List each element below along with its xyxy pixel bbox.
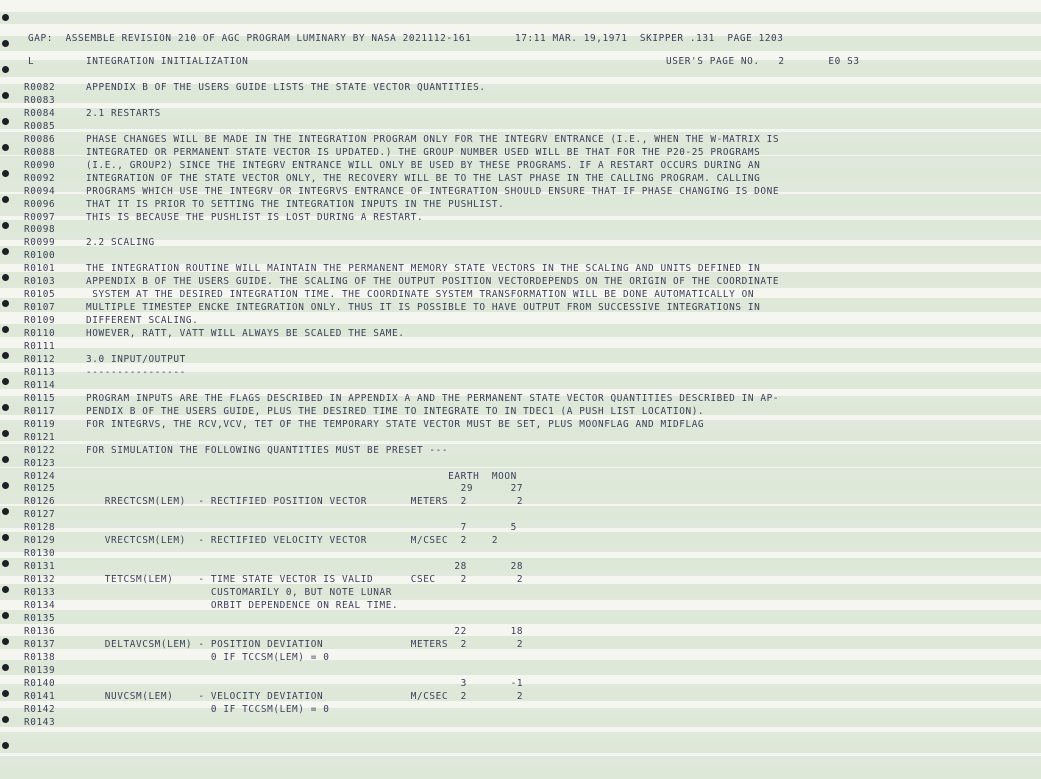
line-id: R0082 — [24, 82, 56, 93]
line-text: PHASE CHANGES WILL BE MADE IN THE INTEGRATION PROGRAM ONLY FOR THE INTEGRV ENTRANCE (I.E., WHEN THE W-MATRIX IS — [86, 133, 780, 145]
line-id: R0125 — [24, 483, 56, 495]
greenbar-band — [0, 740, 1041, 753]
line-text: THE INTEGRATION ROUTINE WILL MAINTAIN THE PERMANENT MEMORY STATE VECTORS IN THE SCALING AND UNITS DEFINED IN — [86, 263, 761, 275]
line-text: 0 IF TCCSM(LEM) = 0 — [86, 651, 330, 663]
line-text: VRECTCSM(LEM) - RECTIFIED VELOCITY VECTOR M/CSEC 2 2 — [86, 535, 499, 547]
line-text: 7 5 — [86, 522, 517, 534]
line-text: 29 27 — [86, 483, 524, 495]
feed-hole — [2, 40, 9, 47]
line-id: R0134 — [24, 600, 56, 611]
line-id: R0092 — [24, 172, 56, 184]
line-id: R0110 — [24, 328, 56, 340]
feed-hole — [2, 404, 9, 411]
line-id: R0119 — [24, 418, 56, 430]
line-id: R0128 — [24, 522, 56, 534]
feed-hole — [2, 534, 9, 541]
feed-hole — [2, 482, 9, 489]
line-text: THAT IT IS PRIOR TO SETTING THE INTEGRATION INPUTS IN THE PUSHLIST. — [86, 198, 505, 210]
line-id: R0113 — [24, 366, 56, 378]
line-id: R0085 — [24, 120, 56, 132]
line-text: PROGRAMS WHICH USE THE INTEGRV OR INTEGRVS ENTRANCE OF INTEGRATION SHOULD ENSURE THAT IF PHASE CHANGING IS DONE — [86, 185, 780, 197]
line-id: R0097 — [24, 211, 56, 223]
feed-hole — [2, 638, 9, 645]
line-id: R0131 — [24, 561, 56, 573]
feed-hole — [2, 92, 9, 99]
line-id: R0126 — [24, 496, 56, 508]
line-text: 2.1 RESTARTS — [86, 107, 161, 119]
section-code: L — [28, 56, 35, 67]
line-id: R0130 — [24, 548, 56, 560]
line-text: HOWEVER, RATT, VATT WILL ALWAYS BE SCALED THE SAME. — [86, 328, 405, 340]
line-id: R0121 — [24, 431, 56, 443]
line-text: EARTH MOON — [86, 470, 517, 482]
line-id: R0111 — [24, 341, 56, 352]
feed-hole — [2, 586, 9, 593]
line-text: APPENDIX B OF THE USERS GUIDE LISTS THE STATE VECTOR QUANTITIES. — [86, 82, 486, 93]
greenbar-band — [0, 246, 1041, 259]
line-id: R0115 — [24, 392, 56, 404]
line-id: R0139 — [24, 664, 56, 676]
line-id: R0142 — [24, 703, 56, 715]
line-id: R0086 — [24, 133, 56, 145]
line-id: R0084 — [24, 107, 56, 119]
feed-hole — [2, 378, 9, 385]
feed-hole — [2, 144, 9, 151]
line-text: 22 18 — [86, 625, 524, 637]
line-text: CUSTOMARILY 0, BUT NOTE LUNAR — [86, 587, 392, 599]
line-text: 2.2 SCALING — [86, 237, 155, 249]
line-text: NUVCSM(LEM) - VELOCITY DEVIATION M/CSEC 2 2 — [86, 690, 524, 702]
line-id: R0143 — [24, 716, 56, 728]
line-id: R0109 — [24, 315, 56, 327]
line-id: R0141 — [24, 690, 56, 702]
line-id: R0114 — [24, 379, 56, 391]
line-text: PENDIX B OF THE USERS GUIDE, PLUS THE DESIRED TIME TO INTEGRATE TO IN TDEC1 (A PUSH LIST LOCATION). — [86, 405, 705, 417]
feed-hole — [2, 248, 9, 255]
feed-hole — [2, 716, 9, 723]
feed-hole — [2, 430, 9, 437]
feed-hole — [2, 300, 9, 307]
line-id: R0096 — [24, 198, 56, 210]
line-id: R0133 — [24, 587, 56, 599]
feed-hole — [2, 274, 9, 281]
feed-hole — [2, 118, 9, 125]
line-id: R0138 — [24, 651, 56, 663]
line-text: THIS IS BECAUSE THE PUSHLIST IS LOST DURING A RESTART. — [86, 211, 424, 223]
line-id: R0124 — [24, 470, 56, 482]
line-text: 3.0 INPUT/OUTPUT — [86, 353, 186, 365]
line-id: R0117 — [24, 405, 56, 417]
line-text: ---------------- — [86, 366, 186, 378]
line-id: R0101 — [24, 263, 56, 275]
line-text: APPENDIX B OF THE USERS GUIDE. THE SCALING OF THE OUTPUT POSITION VECTORDEPENDS ON THE ORIGIN OF THE COORDINATE — [86, 276, 780, 288]
feed-hole — [2, 560, 9, 567]
line-text: ORBIT DEPENDENCE ON REAL TIME. — [86, 600, 399, 611]
feed-hole — [2, 14, 9, 21]
line-id: R0098 — [24, 224, 56, 236]
feed-hole — [2, 196, 9, 203]
feed-hole — [2, 66, 9, 73]
feed-hole — [2, 612, 9, 619]
line-id: R0123 — [24, 457, 56, 469]
line-text: INTEGRATION OF THE STATE VECTOR ONLY, THE RECOVERY WILL BE TO THE LAST PHASE IN THE CALLING PROGRAM. CALLING — [86, 172, 761, 184]
greenbar-band — [0, 714, 1041, 727]
line-id: R0105 — [24, 289, 56, 301]
line-text: PROGRAM INPUTS ARE THE FLAGS DESCRIBED IN APPENDIX A AND THE PERMANENT STATE VECTOR QUANTITIES DESCRIBED IN AP- — [86, 392, 780, 404]
line-id: R0103 — [24, 276, 56, 288]
line-text: DIFFERENT SCALING. — [86, 315, 199, 327]
feed-hole — [2, 508, 9, 515]
feed-hole — [2, 222, 9, 229]
line-id: R0088 — [24, 146, 56, 158]
greenbar-band — [0, 662, 1041, 675]
line-id: R0090 — [24, 159, 56, 171]
line-id: R0099 — [24, 237, 56, 249]
line-id: R0140 — [24, 677, 56, 689]
line-id: R0083 — [24, 94, 56, 106]
line-text: 0 IF TCCSM(LEM) = 0 — [86, 703, 330, 715]
feed-hole — [2, 664, 9, 671]
feed-hole — [2, 170, 9, 177]
line-text: SYSTEM AT THE DESIRED INTEGRATION TIME. THE COORDINATE SYSTEM TRANSFORMATION WILL BE DONE AUTOMATICALLY ON — [86, 289, 755, 301]
line-id: R0100 — [24, 250, 56, 262]
line-id: R0136 — [24, 625, 56, 637]
feed-hole — [2, 326, 9, 333]
line-id: R0132 — [24, 574, 56, 586]
section-title: INTEGRATION INITIALIZATION — [86, 56, 249, 67]
line-id: R0112 — [24, 353, 56, 365]
line-text: INTEGRATED OR PERMANENT STATE VECTOR IS UPDATED.) THE GROUP NUMBER USED WILL BE THAT FOR THE P20-25 PROGRAMS — [86, 146, 761, 158]
users-page-number: USER'S PAGE NO. 2 E0 S3 — [666, 56, 860, 67]
line-text: 28 28 — [86, 561, 524, 573]
line-text: TETCSM(LEM) - TIME STATE VECTOR IS VALID CSEC 2 2 — [86, 574, 524, 586]
line-text: 3 -1 — [86, 677, 524, 689]
line-text: FOR INTEGRVS, THE RCV,VCV, TET OF THE TEMPORARY STATE VECTOR MUST BE SET, PLUS MOONFLAG AND MIDFLAG — [86, 418, 705, 430]
line-text: (I.E., GROUP2) SINCE THE INTEGRV ENTRANCE WILL ONLY BE USED BY THESE PROGRAMS. IF A RESTART OCCURS DURING AN — [86, 159, 761, 171]
line-id: R0122 — [24, 444, 56, 456]
line-id: R0127 — [24, 509, 56, 521]
feed-hole — [2, 352, 9, 359]
line-text: RRECTCSM(LEM) - RECTIFIED POSITION VECTOR METERS 2 2 — [86, 496, 524, 508]
feed-hole — [2, 742, 9, 749]
page-header: GAP: ASSEMBLE REVISION 210 OF AGC PROGRAM LUMINARY BY NASA 2021112-161 17:11 MAR. 19,1971 SKIPPER .131 PAGE 1203 — [28, 33, 784, 44]
line-text: FOR SIMULATION THE FOLLOWING QUANTITIES MUST BE PRESET --- — [86, 444, 449, 456]
line-id: R0129 — [24, 535, 56, 547]
line-id: R0135 — [24, 612, 56, 624]
line-id: R0107 — [24, 302, 56, 314]
line-text: DELTAVCSM(LEM) - POSITION DEVIATION METERS 2 2 — [86, 638, 524, 650]
line-text: MULTIPLE TIMESTEP ENCKE INTEGRATION ONLY. THUS IT IS POSSIBLE TO HAVE OUTPUT FROM SUCCESSIVE INTEGRATIONS IN — [86, 302, 761, 314]
line-id: R0094 — [24, 185, 56, 197]
feed-hole — [2, 456, 9, 463]
line-id: R0137 — [24, 638, 56, 650]
feed-hole — [2, 690, 9, 697]
